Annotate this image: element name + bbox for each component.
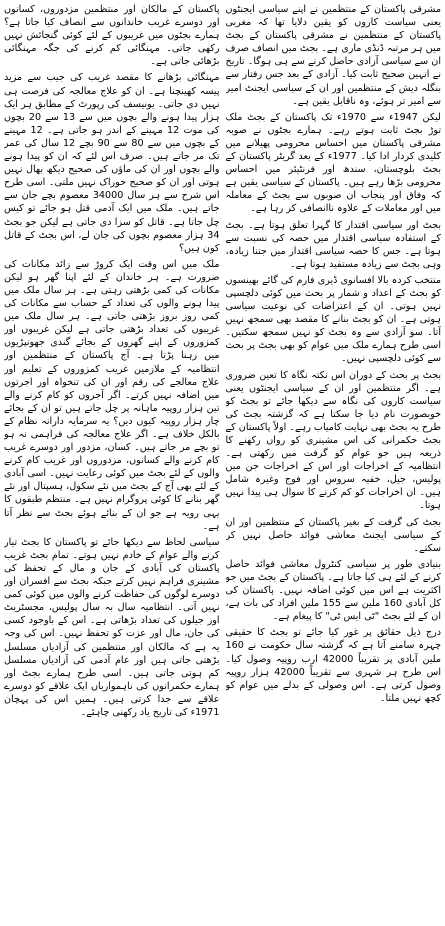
paragraph: بنیادی طور پر سیاسی کنٹرول معاشی فوائد حاصل کرنے کے لئے ہی کیا جاتا ہے۔ پاکستان کے بجٹ میں جو اکثریت ہے اس میں کوئی اضافہ نہیں۔ پاکستان کی کل آبادی 160 ملین سے 155 ملین افراد کی بات ہے، ان کے لئے بجٹ "ٹی ایس ٹی" کا پیغام ہے۔	[225, 558, 441, 623]
paragraph: سیاسی لحاظ سے دیکھا جائے تو پاکستان کا بجٹ تیار کرنے والے عوام کے خادم نہیں ہوتے۔ تمام بجٹ غریب پاکستان کی آبادی کے جان و مال کے تحفظ کی مشینری فراہم نہیں کرتے جبکہ بجٹ سے افسران اور دوسرے لوگوں کی حفاظت کرنے والوں میں کوئی کمی نہیں آتی۔ انتظامیہ سال بہ سال پولیس، مجسٹریٹ اور جیلوں کی تعداد بڑھاتی ہے۔ اس کے باوجود کسی کی جان، مال اور عزت کو تحفظ نہیں۔ اس کی وجہ یہ ہے کہ مالکان اور منتظمین کی آزادیاں مسلسل بڑھتی جاتی ہیں اور عام آدمی کی آزادیاں مسلسل کم ہوتی جاتی ہیں۔ اسی طرح ہمارے بجٹ اور ہمارے حکمرانوں کی ناہمواریاں ایک علاقے کو دوسرے علاقے سے جدا کرتی ہیں۔ ہمیں اس کی پہچان 1971ء کی تاریخ یاد رکھنی چاہئے۔	[4, 536, 220, 718]
article-columns	[4, 3, 441, 926]
paragraph: بجٹ کی گرفت کے بغیر پاکستان کے منتظمین اور ان کے سیاسی ایجنٹ معاشی فوائد حاصل نہیں کر سکتے۔	[225, 516, 441, 554]
paragraph: مشرقی پاکستان کے منتظمین نے اپنے سیاسی ایجنٹوں یعنی سیاست کاروں کو یقین دلایا تھا کہ مغربی پاکستان کے منتظمین نے مشرقی پاکستان کے بجٹ میں ہر مرتبہ ڈنڈی ماری ہے۔ بجٹ میں انصاف صرف ان سے سیاسی آزادی حاصل کرنے سے ہی ہوگا۔ تاریخ نے انہیں صحیح ثابت کیا۔ آزادی کے بعد جس رفتار سے بنگلہ دیش کے منتظمین اور ان کے سیاسی ایجنٹ امیر سے امیر تر ہوئے، وہ ناقابل یقین ہے۔	[225, 4, 441, 107]
right-column	[226, 3, 442, 926]
left-column	[4, 3, 220, 926]
paragraph: منتخب کردہ بالا افسانوی ڈیری فارم کی گائے بھینسوں کو بجٹ کے اعداد و شمار پر بحث میں کوئی دلچسپی نہیں ہوتی۔ ان کے اعتراضات کی نوعیت سیاسی ہوتی ہے۔ ان کو بجٹ بنانے کا مقصد بھی سمجھ نہیں آتا۔ سو آزادی سے وہ بجٹ کو نہیں سمجھ سکتیں۔ اسی طرح ہمارے ملک میں عوام کو بھی بجٹ پر بحث سے کوئی دلچسپی نہیں۔	[225, 274, 441, 365]
paragraph: ملک میں اس وقت ایک کروڑ سے زائد مکانات کی ضرورت ہے۔ ہر خاندان کے لئے اپنا گھر ہو لیکن مکانات کی کمی بڑھتی رہتی ہے۔ ہر سال ملک میں پیدا ہونے والوں کی تعداد کے حساب سے مکانات کی کمی روز بروز بڑھتی جاتی ہے۔ ہر سال ملک میں غریبوں کی تعداد بڑھتی جاتی ہے لیکن غریبوں اور کمزوروں کے اپنے گھروں کے بجائے گندی جھونپڑیوں میں رہنا پڑتا ہے۔ آج پاکستان کے منتظمین اور انتظامیہ کے ملازمین غریب کمزوروں کے تعلیم اور علاج معالجے کی رقم اور ان کی تنخواہ اور اجرتوں میں اضافہ نہیں کرتے۔ اگر آجروں کو کام کرنے والے تین ہزار روپیہ ماہانہ پر چل جاتے ہیں تو ان کے بجائے چار ہزار روپیہ کیوں دیں؟ یہ سرمایہ دارانہ نظام کے بالکل خلاف ہے۔ اگر علاج معالجہ کی فراہمی نہ ہو تو بچے مر جاتے ہیں۔ کسان، مزدور اور دوسرے غریب کام کرنے والے کسانوں، مزدوروں اور غریب کام کرنے والوں کے لئے بجٹ میں کوئی رعایت نہیں۔ اسی آبادی کے لئے بھی آج کے بجٹ میں نئے سکول، ہسپتال اور نئے گھر بنانے کا کوئی پروگرام نہیں ہے۔ منتظم طبقوں کا یہی رویہ ہے جو ان کے بنائے ہوئے بجٹ سے نظر آتا ہے۔	[4, 258, 220, 532]
paragraph: مہنگائی بڑھانے کا مقصد غریب کی جیب سے مزید پیسہ کھینچنا ہے۔ ان کو علاج معالجہ کی فرصت ہی نہیں دی جاتی۔ یونیسف کی رپورٹ کے مطابق ہر ایک ہزار پیدا ہونے والے بچوں میں سے 13 سے 20 بچوں کی موت 12 مہینے کے اندر ہو جاتی ہے۔ 12 مہینے کے بچوں میں سے 80 سے 90 بچے 12 سال کی عمر تک مر جاتے ہیں۔ صرف اس لئے کہ ان کو پیدا ہونے والے بچوں اور ان کی ماؤں کی صحیح دیکھ بھال نہیں ہوتی اور ان کو صحیح خوراک نہیں ملتی۔ اسی طرح اس شرح سے ہر سال 34000 معصوم بچے جان سے جاتے ہیں۔ ملک میں ایک آدمی قتل ہو جائے تو کیس چل جاتا ہے۔ قاتل کو سزا دی جاتی ہے لیکن جو بجٹ 34 ہزار معصوم بچوں کی جان لے، اس بجٹ کے قاتل کون ہیں؟	[4, 72, 220, 254]
paragraph: بجٹ اور سیاسی اقتدار کا گہرا تعلق ہوتا ہے۔ بجٹ کے استفادہ سیاسی اقتدار میں حصہ کی نسبت سے ہوتا ہے۔ جس کا حصہ سیاسی اقتدار میں جتنا زیادہ، وہی بجٹ سے زیادہ مستفید ہوتا ہے۔	[225, 219, 441, 270]
paragraph: بجٹ پر بحث کے دوران اس نکتہ نگاہ کا تعین ضروری ہے۔ اگر منتظمین اور ان کے سیاسی ایجنٹوں یعنی سیاست کاروں کی نگاہ سے دیکھا جائے تو بجٹ کو خوبصورت نام دیا جا سکتا ہے کہ گزشتہ بجٹ کی طرح یہ بجٹ بھی نہایت کامیاب رہے۔ اولاً پاکستان کے بجٹ حکمرانی کی اس مشینری کو رواں رکھنے کا ذریعہ ہیں جو عوام کو گرفت میں رکھتی ہے۔ انتظامیہ کے اخراجات اور اس کے اخراجات جن میں پولیس، جیل، خفیہ سروس اور فوج وغیرہ شامل ہیں۔ ان اخراجات کو کم کرنے کا سوال ہی پیدا نہیں ہوتا۔	[225, 369, 441, 512]
paragraph: درج ذیل حقائق پر غور کیا جائے تو بجٹ کا حقیقی چہرہ سامنے آتا ہے کہ گزشتہ سال حکومت نے 160 ملین آبادی پر تقریباً 42000 ارب روپیہ وصول کیا۔ اس طرح ہر شہری سے تقریباً 42000 ہزار روپیہ وصول کرتی ہے۔ اس وصولی کے بدلے میں عوام کو کچھ نہیں ملتا۔	[225, 627, 441, 704]
paragraph: پاکستان کے مالکان اور منتظمین مزدوروں، کسانوں اور دوسرے غریب خاندانوں سے انصاف کیا جاتا ہے؟ ہمارے بجٹوں میں غریبوں کے لئے کوئی گنجائش نہیں رکھی جاتی۔ مہنگائی کم کرنے کی جگہ مہنگائی بڑھائی جاتی ہے۔	[4, 4, 220, 68]
paragraph: لیکن 1947ء سے 1970ء تک پاکستان کے بجٹ ملک توڑ بجٹ ثابت ہوتے رہے۔ ہمارے بجٹوں نے صوبہ مشرقی پاکستان میں احساس محرومی پھیلانے میں کلیدی کردار ادا کیا۔ 1977ء کے بعد گریٹر پاکستان کے بجٹ بلوچستان، سندھ اور فرنٹیئر میں احساس محرومی بڑھا رہے ہیں۔ پاکستان کے سیاسی یقین ہے کہ وفاق اور پنجاب ان صوبوں سے بجٹ کے معاملہ میں اور معاملات کے علاوہ ناانصافی کر رہا ہے۔	[225, 111, 441, 215]
